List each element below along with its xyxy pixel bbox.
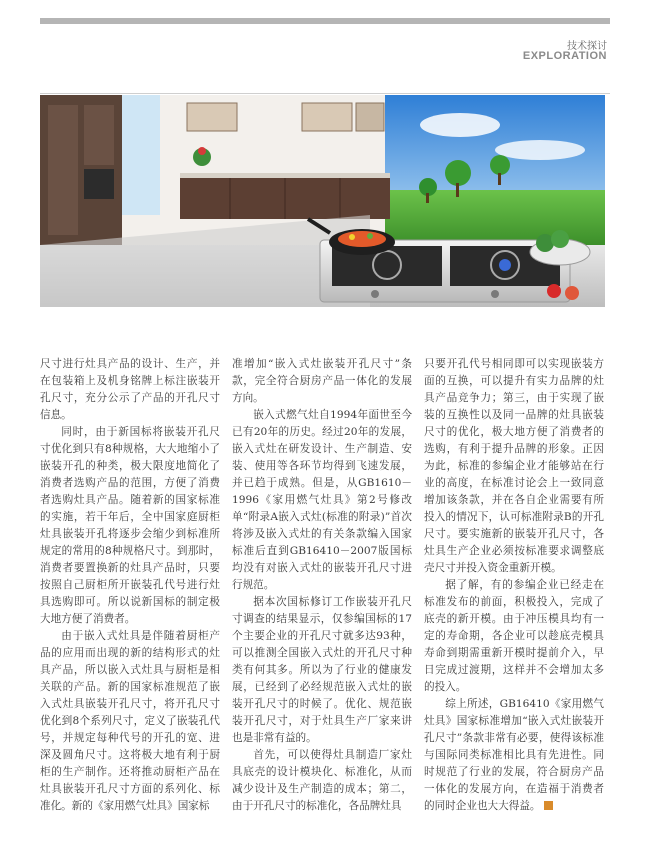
- end-of-article-mark: [544, 801, 553, 810]
- paragraph: 据本次国标修订工作嵌装开孔尺寸调查的结果显示，仅参编国标的17个主要企业的开孔尺寸就多达93种，可以推测全国嵌入式灶的开孔尺寸种类有何其多。所以为了行业的健康发展，已经到了必经规范嵌入式灶的嵌装开孔尺寸的时候了。优化、规范嵌装开孔尺寸，对于灶具生产厂家来讲也是非常有益的。: [232, 596, 412, 744]
- text-column-1: [40, 356, 220, 815]
- paragraph: 同时，由于新国标将嵌装开孔尺寸优化到只有8种规格，大大地缩小了嵌装开孔的种类，极大限度地简化了消费者选购产品的范围，方便了消费者选购灶具产品。随着新的国家标准的实施，若干年后，全中国家庭厨柜灶具嵌装开孔将逐步会缩少到标准所规定的常用的8种规格尺寸。到那时，消费者要置换新的灶具产品时，只要按照自己厨柜所开嵌装孔代号进行灶具选购即可。所以说新国标的制定极大地方便了消费者。: [40, 426, 220, 625]
- window-left: [120, 95, 160, 215]
- header-divider: [40, 93, 610, 94]
- paragraph: 由于嵌入式灶具是伴随着厨柜产品的应用而出现的新的结构形式的灶具产品，所以嵌入式灶具与厨柜是相关联的产品。新的国家标准规范了嵌入式灶具嵌装开孔尺寸，将开孔尺寸优化到8个系列尺寸，定义了嵌装孔代号，并规定每种代号的开孔的宽、进深及圆角尺寸。这将极大地有利于厨柜的生产制作。还将推动厨柜产品在灶具嵌装开孔尺寸方面的系列化、标准化。新的《家用燃气灶具》国家标: [40, 630, 220, 812]
- built-in-oven: [84, 169, 114, 199]
- paragraph: 准增加“嵌入式灶嵌装开孔尺寸”条款，完全符合厨房产品一体化的发展方向。: [232, 358, 412, 404]
- paragraph-text: 综上所述，GB16410《家用燃气灶具》国家标准增加“嵌入式灶嵌装开孔尺寸”条款非常有必要，使得该标准与国际同类标准相比具有先进性。同时规范了行业的发展，符合厨房产品一体化的发展方向，在造福于消费者的同时企业也大大得益。: [424, 698, 604, 812]
- paragraph: 嵌入式燃气灶自1994年面世至今已有20年的历史。经过20年的发展，嵌入式灶在研发设计、生产制造、安装、使用等各环节均得到飞速发展，并已趋于成熟。但是，从GB1610－1996《家用燃气灶具》第2号修改单“附录A嵌入式灶(标准的附录)”首次将涉及嵌入式灶的有关条款编入国家标准后直到GB16410－2007版国标均没有对嵌入式灶的嵌装开孔尺寸进行规范。: [232, 409, 412, 591]
- kitchen-stove-photo: [40, 95, 605, 307]
- text-column-2: [232, 356, 412, 815]
- section-title-cn: 技术探讨: [567, 41, 607, 52]
- paragraph: 只要开孔代号相同即可以实现嵌装方面的互换，可以提升有实力品牌的灶具产品竞争力；第三，由于实现了嵌装的互换性以及同一品牌的灶具嵌装尺寸的优化，极大地方便了消费者的选购，有利于提升品牌的形象。正因为此，标准的参编企业才能够站在行业的高度，在标准讨论会上一致同意增加该条款，并在各自企业需要有所投入的情况下，认可标准附录B的开孔尺寸。要实施新的嵌装开孔尺寸，各灶具生产企业必须按标准要求调整底壳尺寸并投入资金重新开模。: [424, 358, 604, 574]
- section-title-en: EXPLORATION: [522, 50, 607, 62]
- top-decor-bar: [40, 18, 610, 24]
- meadow: [385, 190, 605, 245]
- paragraph: 尺寸进行灶具产品的设计、生产，并在包装箱上及机身铭牌上标注嵌装开孔尺寸，充分公示了产品的开孔尺寸信息。: [40, 358, 220, 421]
- paragraph: 首先，可以使得灶具制造厂家灶具底壳的设计模块化、标准化，从而减少设计及生产制造的成本；第二，由于开孔尺寸的标准化，各品牌灶具: [232, 749, 412, 812]
- paragraph-final: [424, 696, 604, 815]
- paragraph: 据了解，有的参编企业已经走在标准发布的前面，积极投入，完成了底壳的新开模。由于冲压模具均有一定的寿命期，各企业可以趁底壳模具寿命到期需重新开模时提前介入，早日完成过渡期，这样并不会增加太多的投入。: [424, 579, 604, 693]
- text-column-3: [424, 356, 604, 815]
